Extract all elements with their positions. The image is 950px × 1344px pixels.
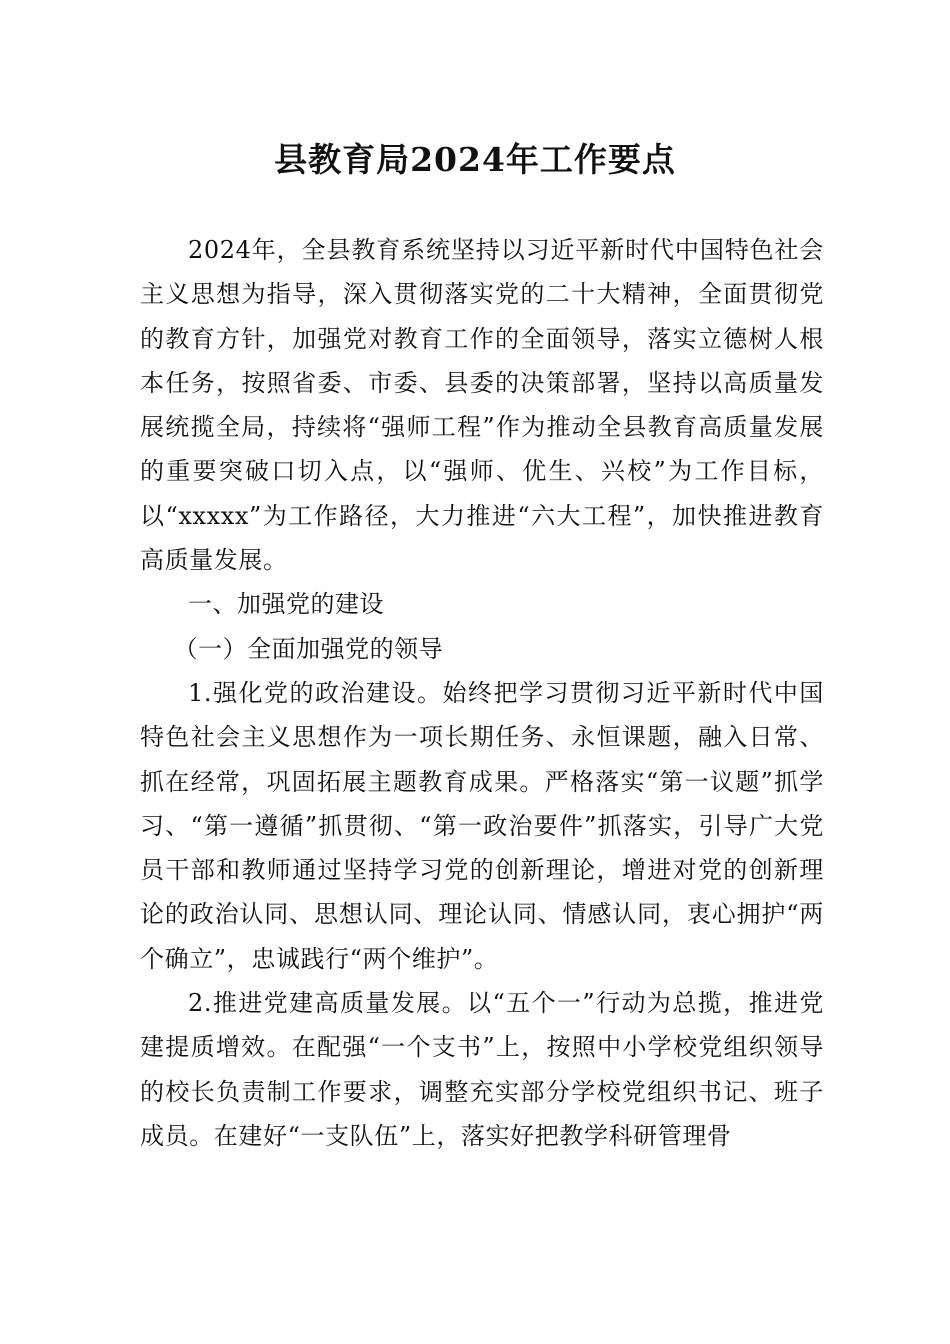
section-heading: 一、加强党的建设 [188,590,384,619]
intro-paragraph: 2024年，全县教育系统坚持以习近平新时代中国特色社会主义思想为指导，深入贯彻落实党的二十大精神，全面贯彻党的教育方针，加强党对教育工作的全面领导，落实立德树人根本任务，按照省委、市委、县委的决策部署，坚持以高质量发展统揽全局，持续将“强师工程”作为推动全县教育高质量发展的重要突破口切入点，以“强师、优生、兴校”为工作目标，以“xxxxx”为工作路径，大力推进“六大工程”，加快推进教育高质量发展。 [140,236,824,575]
item-paragraph: 1.强化党的政治建设。始终把学习贯彻习近平新时代中国特色社会主义思想作为一项长期任务、永恒课题，融入日常、抓在经常，巩固拓展主题教育成果。严格落实“第一议题”抓学习、“第一遵循”抓贯彻、“第一政治要件”抓落实，引导广大党员干部和教师通过坚持学习党的创新理论，增进对党的创新理论的政治认同、思想认同、理论认同、情感认同，衷心拥护“两个确立”，忠诚践行“两个维护”。 [140,678,824,973]
document-title: 县教育局2024年工作要点 [274,140,676,179]
item-paragraph: 2.推进党建高质量发展。以“五个一”行动为总揽，推进党建提质增效。在配强“一个支书”上，按照中小学校党组织领导的校长负责制工作要求，调整充实部分学校党组织书记、班子成员。在建好“一支队伍”上，落实好把教学科研管理骨 [140,989,824,1150]
subsection-heading: （一）全面加强党的领导 [173,634,444,663]
document-body [140,228,824,1158]
